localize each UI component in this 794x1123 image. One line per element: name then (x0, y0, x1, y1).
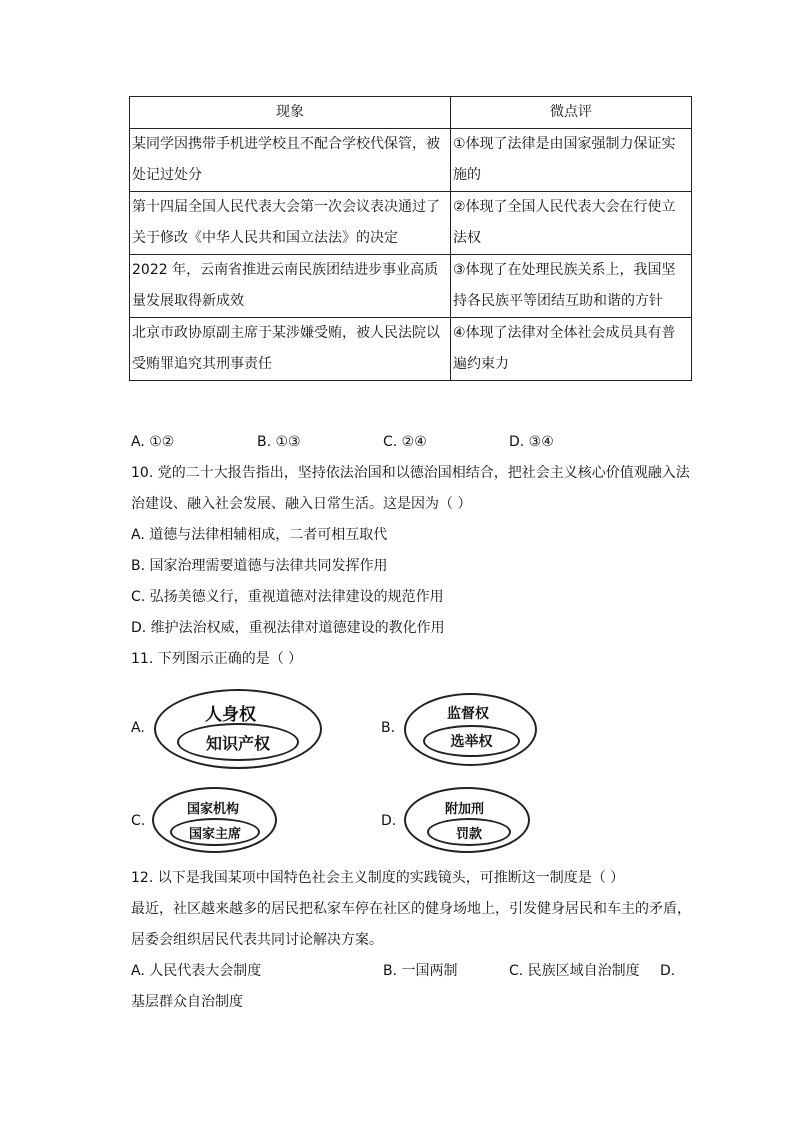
q12-option-d-text: 基层群众自治制度 (131, 994, 243, 1010)
phenomenon-comment-table (129, 96, 692, 381)
q12-option-a: A. 人民代表大会制度 (131, 963, 262, 979)
diagram-b-inner-label: 选举权 (450, 734, 493, 750)
q10-stem-line2: 治建设、融入社会发展、融入日常生活。这是因为（ ） (131, 496, 472, 512)
table-cell-phenomenon: 2022 年，云南省推进云南民族团结进步事业高质量发展取得新成效 (130, 255, 451, 318)
diagram-a-outer-label: 人身权 (205, 705, 256, 725)
table-cell-comment: ①体现了法律是由国家强制力保证实施的 (451, 129, 692, 192)
table-row (130, 318, 692, 381)
table-row (130, 129, 692, 192)
q12-context-line2: 居委会组织居民代表共同讨论解决方案。 (131, 932, 383, 948)
q9-option-d: D. ③④ (509, 434, 554, 450)
diagram-d-letter: D. (381, 813, 397, 829)
diagram-c-inner-label: 国家主席 (188, 826, 241, 842)
table-cell-comment: ②体现了全国人民代表大会在行使立法权 (451, 192, 692, 255)
table-row (130, 192, 692, 255)
table-cell-phenomenon: 北京市政协原副主席于某涉嫌受贿，被人民法院以受贿罪追究其刑事责任 (130, 318, 451, 381)
diagram-c-outer-label: 国家机构 (187, 802, 240, 817)
q9-option-c: C. ②④ (383, 434, 427, 450)
q11-stem: 11. 下列图示正确的是（ ） (131, 651, 303, 667)
diagram-a-inner-label: 知识产权 (205, 733, 270, 753)
q12-option-d-letter: D. (660, 963, 676, 979)
diagram-d-inner-label: 罚款 (455, 826, 482, 842)
table-cell-comment: ④体现了法律对全体社会成员具有普遍约束力 (451, 318, 692, 381)
q10-option-b: B. 国家治理需要道德与法律共同发挥作用 (131, 558, 388, 574)
q12-stem: 12. 以下是我国某项中国特色社会主义制度的实践镜头，可推断这一制度是（ ） (131, 870, 625, 886)
q12-option-b: B. 一国两制 (383, 963, 458, 979)
diagram-c-letter: C. (131, 813, 146, 829)
table-row (130, 255, 692, 318)
diagram-d-inner-ellipse (427, 818, 511, 846)
diagram-d-outer-label: 附加刑 (445, 802, 485, 817)
table-header-phenomenon: 现象 (130, 97, 451, 129)
diagram-b-inner-ellipse (423, 725, 520, 757)
table-cell-phenomenon: 第十四届全国人民代表大会第一次会议表决通过了关于修改《中华人民共和国立法法》的决定 (130, 192, 451, 255)
q9-option-a: A. ①② (131, 434, 175, 450)
diagram-b-outer-label: 监督权 (447, 706, 489, 722)
diagram-c-inner-ellipse (170, 818, 260, 846)
q10-option-d: D. 维护法治权威，重视法律对道德建设的教化作用 (131, 620, 445, 636)
diagram-a-inner-ellipse (177, 723, 299, 761)
q10-stem-line1: 10. 党的二十大报告指出，坚持依法治国和以德治国相结合，把社会主义核心价值观融入法 (131, 465, 690, 481)
q10-option-a: A. 道德与法律相辅相成，二者可相互取代 (131, 527, 388, 543)
table-header-row (130, 97, 692, 129)
diagram-b-letter: B. (381, 720, 396, 736)
table-cell-comment: ③体现了在处理民族关系上，我国坚持各民族平等团结互助和谐的方针 (451, 255, 692, 318)
q12-option-c: C. 民族区域自治制度 (509, 963, 640, 979)
table-cell-phenomenon: 某同学因携带手机进学校且不配合学校代保管，被处记过处分 (130, 129, 451, 192)
q10-option-c: C. 弘扬美德义行，重视道德对法律建设的规范作用 (131, 589, 444, 605)
diagram-a-letter: A. (131, 720, 145, 736)
q12-context-line1: 最近，社区越来越多的居民把私家车停在社区的健身场地上，引发健身居民和车主的矛盾， (131, 901, 691, 917)
table-header-comment: 微点评 (451, 97, 692, 129)
q9-option-b: B. ①③ (257, 434, 301, 450)
